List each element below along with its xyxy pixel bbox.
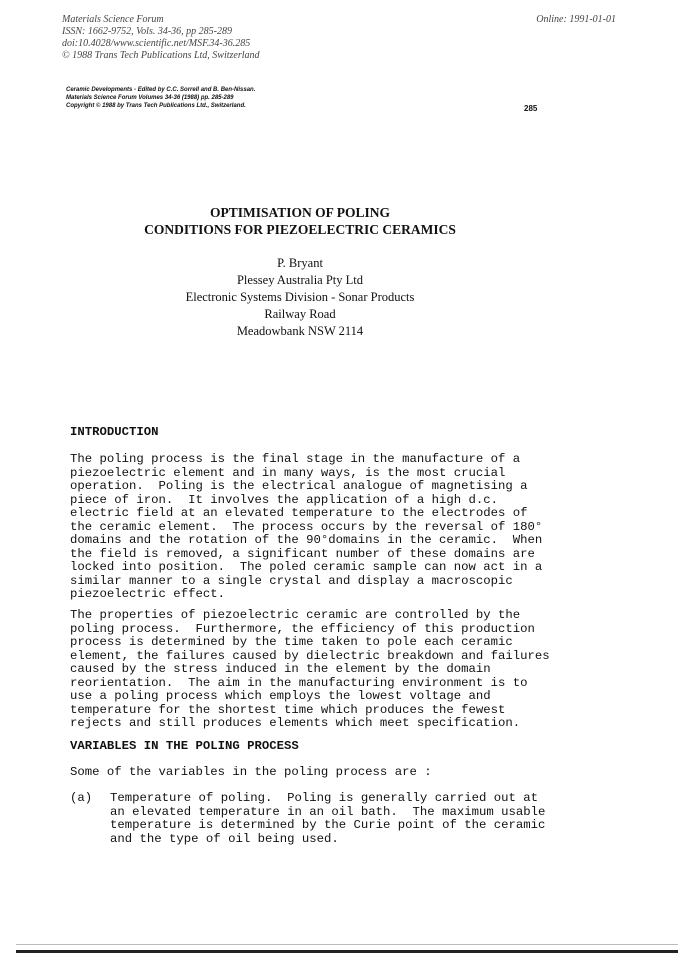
text-line: poling process. Furthermore, the efficiency of this production — [70, 621, 535, 636]
address-city: Meadowbank NSW 2114 — [236, 324, 364, 338]
title-line-2: CONDITIONS FOR PIEZOELECTRIC CERAMICS — [144, 222, 456, 237]
journal-header — [62, 14, 260, 62]
paragraph-intro-2 — [70, 609, 550, 731]
source-line-2: Materials Science Forum Volumes 34-36 (1988) pp. 285-289 — [66, 95, 234, 101]
text-line: use a poling process which employs the lowest voltage and — [70, 689, 491, 703]
text-line: similar manner to a single crystal and display a macroscopic — [70, 573, 513, 588]
section-heading-variables: VARIABLES IN THE POLING PROCESS — [70, 739, 299, 753]
text-line: caused by the stress induced in the element by the domain — [70, 662, 491, 676]
address-street: Railway Road — [264, 307, 336, 321]
text-line: locked into position. The poled ceramic sample can now act in a — [70, 560, 543, 574]
source-line-3: Copyright © 1988 by Trans Tech Publications Ltd., Switzerland. — [66, 103, 246, 109]
paragraph-variables-intro — [70, 766, 432, 780]
text-line: The properties of piezoelectric ceramic are controlled by the — [70, 608, 521, 622]
online-date: Online: 1991-01-01 — [536, 14, 616, 25]
text-line: piece of iron. It involves the application of a high d.c. — [70, 492, 499, 507]
paper-title — [0, 204, 600, 238]
text-line: The poling process is the final stage in the manufacture of a — [70, 452, 521, 466]
affiliation-1: Plessey Australia Pty Ltd — [236, 273, 364, 287]
text-line: Temperature of poling. Poling is generally carried out at — [110, 791, 539, 805]
list-item-body — [110, 792, 545, 846]
text-line: element, the failures caused by dielectric breakdown and failures — [70, 648, 550, 663]
list-item-label: (a) — [70, 791, 93, 805]
text-line: piezoelectric effect. — [70, 587, 225, 601]
title-line-1: OPTIMISATION OF POLING — [209, 205, 390, 220]
affiliation-2: Electronic Systems Division - Sonar Products — [185, 290, 415, 304]
text-line: process is determined by the time taken to pole each ceramic — [70, 635, 513, 649]
text-line: piezoelectric element and in many ways, is the most crucial — [70, 465, 506, 480]
text-line: electric field at an elevated temperature to the electrodes of — [70, 506, 528, 520]
text-line: temperature is determined by the Curie point of the ceramic — [110, 818, 546, 832]
issn-line: ISSN: 1662-9752, Vols. 34-36, pp 285-289 — [62, 26, 232, 37]
paragraph-intro-1 — [70, 453, 542, 602]
text-line: operation. Poling is the electrical analogue of magnetising a — [70, 479, 528, 493]
text-line: rejects and still produces elements which meet specification. — [70, 716, 521, 730]
text-line: an elevated temperature in an oil bath. The maximum usable — [110, 804, 546, 819]
source-line-1: Ceramic Developments - Edited by C.C. Sorrell and B. Ben-Nissan. — [66, 87, 256, 93]
page-number: 285 — [524, 104, 538, 113]
copyright-line: © 1988 Trans Tech Publications Ltd, Switzerland — [62, 50, 260, 61]
author-block — [0, 255, 600, 340]
journal-name: Materials Science Forum — [62, 14, 164, 25]
text-line: Some of the variables in the poling process are : — [70, 765, 432, 779]
section-heading-introduction: INTRODUCTION — [70, 425, 159, 439]
footer-divider — [16, 950, 678, 953]
text-line: the ceramic element. The process occurs by the reversal of 180° — [70, 519, 543, 534]
text-line: reorientation. The aim in the manufacturing environment is to — [70, 675, 528, 690]
source-block — [66, 86, 255, 110]
text-line: temperature for the shortest time which produces the fewest — [70, 702, 506, 717]
author-name: P. Bryant — [277, 256, 323, 270]
doi-line: doi:10.4028/www.scientific.net/MSF.34-36.285 — [62, 38, 251, 49]
text-line: and the type of oil being used. — [110, 831, 339, 846]
text-line: the field is removed, a significant number of these domains are — [70, 546, 535, 561]
text-line: domains and the rotation of the 90°domains in the ceramic. When — [70, 533, 543, 547]
footer-divider-thin — [16, 944, 678, 945]
